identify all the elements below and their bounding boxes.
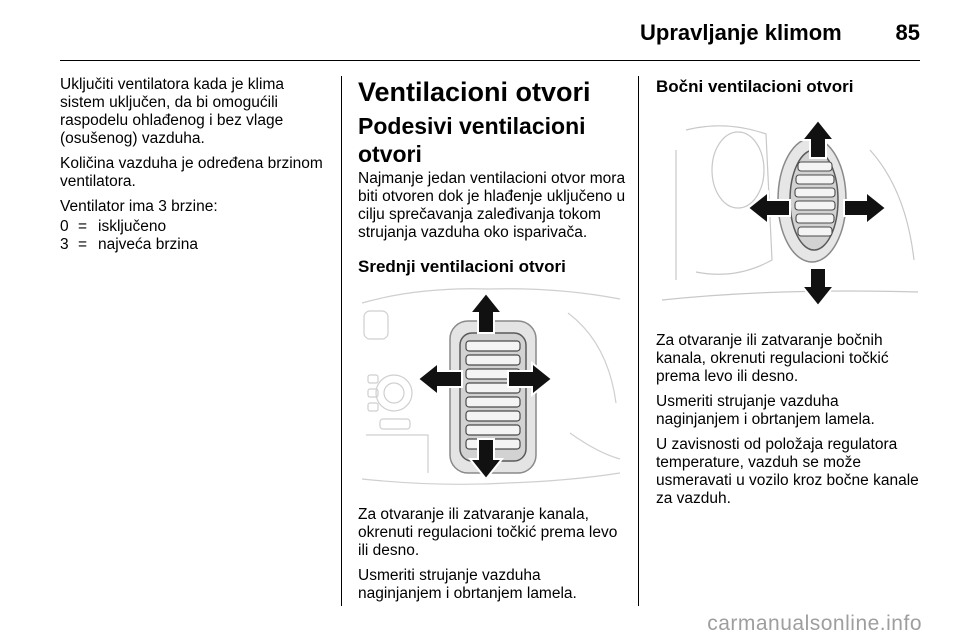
column-1 (60, 76, 332, 254)
paragraph: U zavisnosti od položaja regulatora temperature, vazduh se može usmeravati u vozilo kroz bočne kanale za vazduh. (656, 436, 919, 507)
column-2 (358, 76, 626, 278)
column-divider-1 (341, 76, 342, 606)
paragraph: Ventilator ima 3 brzine: (60, 198, 218, 215)
page-header-title: Upravljanje klimom (640, 20, 842, 45)
definition-value: isključeno (98, 218, 167, 235)
column-2-captions (358, 506, 626, 610)
topic-heading: Bočni ventilacioni otvori (656, 77, 854, 96)
paragraph: Najmanje jedan ventilacioni otvor mora biti otvoren dok je hlađenje uključeno u cilju sprečavanja zaleđivanja tokom strujanja vazduha oko isparivača. (358, 170, 626, 241)
definition-value: najveća brzina (98, 236, 198, 253)
column-3 (656, 76, 922, 98)
paragraph: Usmeriti strujanje vazduha naginjanjem i obrtanjem lamela. (656, 393, 875, 428)
center-vent-illustration (358, 283, 622, 491)
speed-definition (60, 236, 332, 254)
side-vent-illustration (656, 110, 920, 316)
subsection-heading: Podesivi ventilacioni otvori (358, 113, 586, 167)
column-3-text (656, 332, 922, 515)
definition-key: 0 (60, 218, 69, 235)
header-divider (60, 60, 920, 61)
topic-heading: Srednji ventilacioni otvori (358, 257, 566, 276)
definition-separator: = (78, 236, 88, 253)
column-divider-2 (638, 76, 639, 606)
section-heading: Ventilacioni otvori (358, 77, 591, 107)
paragraph: Količina vazduha je određena brzinom ventilatora. (60, 155, 323, 190)
illustration-caption: Usmeriti strujanje vazduha naginjanjem i obrtanjem lamela. (358, 567, 577, 602)
watermark-text: carmanualsonline.info (707, 612, 922, 635)
paragraph: Uključiti ventilatora kada je klima sistem uključen, da bi omogućili raspodelu ohlađenog i bez vlage (osušenog) vazduha. (60, 76, 284, 147)
definition-separator: = (78, 218, 88, 235)
speed-definition (60, 218, 332, 236)
definition-key: 3 (60, 236, 69, 253)
paragraph: Za otvaranje ili zatvaranje bočnih kanala, okrenuti regulacioni točkić prema levo ili desno. (656, 332, 889, 385)
illustration-caption: Za otvaranje ili zatvaranje kanala, okrenuti regulacioni točkić prema levo ili desno. (358, 506, 618, 559)
page-number: 85 (895, 20, 920, 45)
